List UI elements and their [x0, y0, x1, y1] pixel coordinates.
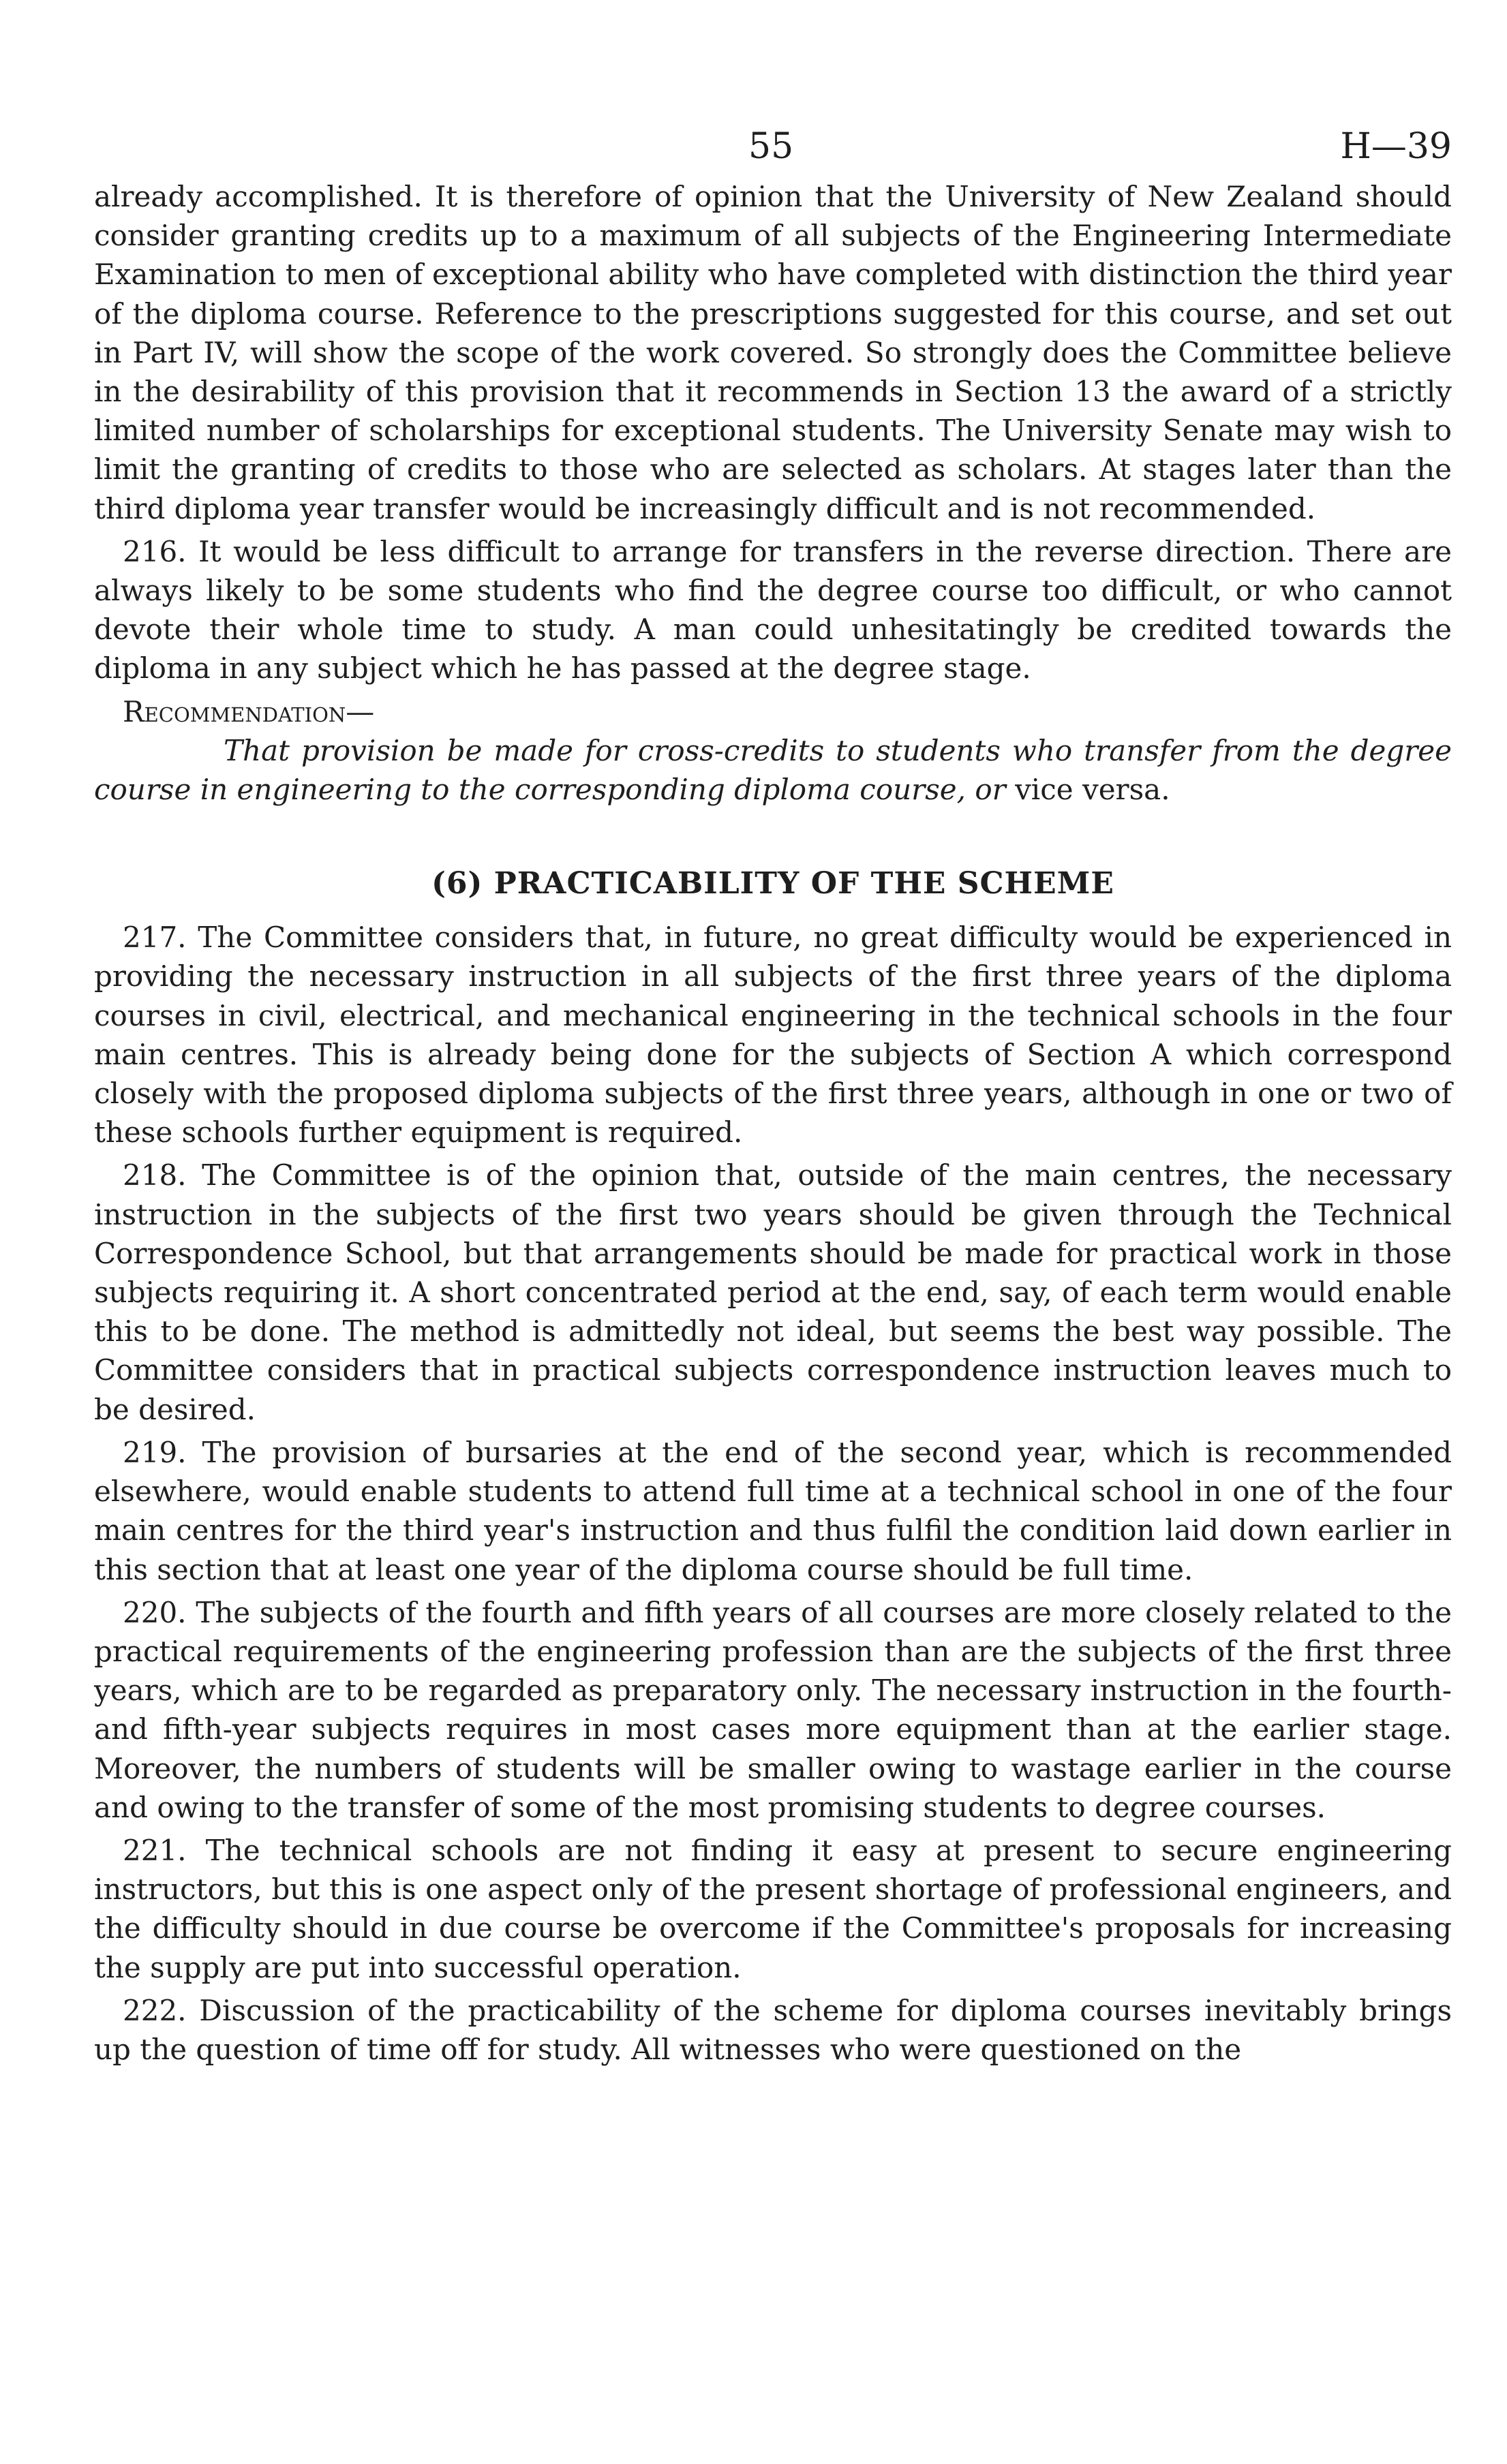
paragraph-221: 221. The technical schools are not finding it easy at present to secure engineering instructors, but this is one aspect only of the present shortage of professional engineers, and the difficulty should in due course be overcome if the Committee's proposals for increasing the supply are put into successful operation. [94, 1833, 1452, 1984]
paragraph-217: 217. The Committee considers that, in future, no great difficulty would be experienced in providing the necessary instruction in all subjects of the first three years of the diploma courses in civil, electrical, and mechanical engineering in the technical schools in the four main centres. This is already being done for the subjects of Section A which correspond closely with the proposed diploma subjects of the first three years, although in one or two of these schools further equipment is required. [94, 921, 1452, 1150]
paragraph-continuation: already accomplished. It is therefore of opinion that the University of New Zealand should consider granting credits up to a maximum of all subjects of the Engineering Intermediate Examination to men of exceptional ability who have completed with distinction the third year of the diploma course. Reference to the prescriptions suggested for this course, and set out in Part IV, will show the scope of the work covered. So strongly does the Committee believe in the desirability of this provision that it recommends in Section 13 the award of a strictly limited number of scholarships for exceptional students. The University Senate may wish to limit the granting of credits to those who are selected as scholars. At stages later than the third diploma year transfer would be increasingly difficult and is not recommended. [94, 180, 1452, 525]
document-page [94, 116, 1452, 2069]
recommendation-upright: vice versa. [1015, 773, 1170, 807]
paragraph-219: 219. The provision of bursaries at the end of the second year, which is recommended elsewhere, would enable students to attend full time at a technical school in one of the four main centres for the third year's instruction and thus fulfil the condition laid down earlier in this section that at least one year of the diploma course should be full time. [94, 1435, 1452, 1586]
paragraph-216: 216. It would be less difficult to arrange for transfers in the reverse direction. There are always likely to be some students who find the degree course too difficult, or who cannot devote their whole time to study. A man could unhesitatingly be credited towards the diploma in any subject which he has passed at the degree stage. [94, 534, 1452, 686]
document-reference: H—39 [1340, 126, 1452, 167]
page-header [94, 116, 1452, 177]
paragraph-220: 220. The subjects of the fourth and fifth years of all courses are more closely related to the practical requirements of the engineering profession than are the subjects of the first three years, which are to be regarded as preparatory only. The necessary instruction in the fourth- and fifth-year subjects requires in most cases more equipment than at the earlier stage. Moreover, the numbers of students will be smaller owing to wastage earlier in the course and owing to the transfer of some of the most promising students to degree courses. [94, 1595, 1452, 1824]
paragraph-222: 222. Discussion of the practicability of the scheme for diploma courses inevitably brings up the question of time off for study. All witnesses who were questioned on the [94, 1993, 1452, 2066]
section-heading: (6) PRACTICABILITY OF THE SCHEME [431, 866, 1114, 902]
paragraph-218: 218. The Committee is of the opinion that, outside of the main centres, the necessary instruction in the subjects of the first two years should be given through the Technical Correspondence School, but that arrangements should be made for practical work in those subjects requiring it. A short concentrated period at the end, say, of each term would enable this to be done. The method is admittedly not ideal, but seems the best way possible. The Committee considers that in practical subjects correspondence instruction leaves much to be desired. [94, 1158, 1452, 1426]
recommendation-italic: That provision be made for cross-credits to students who transfer from the degree course in engineering to the corresponding diploma course, or [94, 733, 1452, 807]
recommendation-text [94, 731, 1452, 809]
recommendation-label: Recommendation— [123, 694, 375, 728]
page-number: 55 [748, 126, 794, 167]
